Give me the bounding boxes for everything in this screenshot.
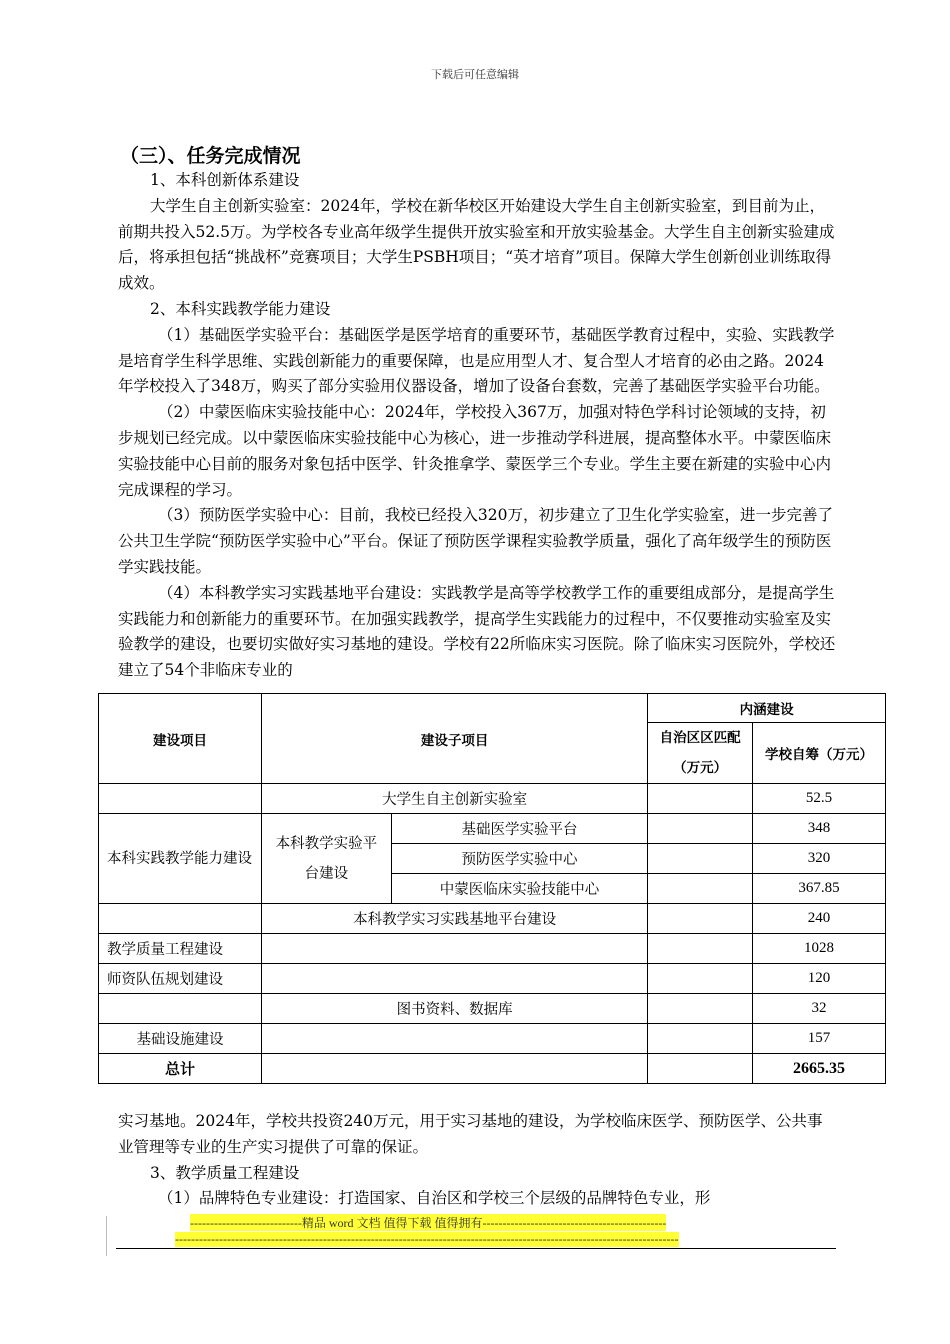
- table-cell-value: 1028: [753, 934, 886, 964]
- table-cell-value: 52.5: [753, 784, 886, 814]
- paragraph: 1、本科创新体系建设: [150, 171, 300, 189]
- header-school-funding: 学校自筹（万元）: [753, 723, 886, 784]
- table-cell-empty: [648, 964, 753, 994]
- header-project: 建设项目: [99, 694, 262, 784]
- table-cell-project: 本科实践教学能力建设: [99, 814, 262, 904]
- paragraph: 实习基地。2024年，学校共投资240万元，用于实习基地的建设，为学校临床医学、预防医学、公共事业管理等专业的生产实习提供了可靠的保证。: [118, 1112, 823, 1156]
- table-cell-sub: 图书资料、数据库: [262, 994, 648, 1024]
- table-cell-value: 120: [753, 964, 886, 994]
- table-cell-empty: [262, 1054, 648, 1084]
- table-cell-empty: [648, 874, 753, 904]
- table-cell-sub: 大学生自主创新实验室: [262, 784, 648, 814]
- footer-dashes: ------------------------------------------------------------------------------------------------------------------------------: [175, 1232, 679, 1246]
- table-cell-empty: [262, 964, 648, 994]
- table-cell-sub: 预防医学实验中心: [391, 844, 647, 874]
- table-cell-empty: [648, 814, 753, 844]
- table-cell-sub: 中蒙医临床实验技能中心: [391, 874, 647, 904]
- table-cell-project: 教学质量工程建设: [99, 934, 262, 964]
- table-cell-project: 基础设施建设: [99, 1024, 262, 1054]
- body-text-top: [118, 168, 838, 684]
- table-cell-group: 本科教学实验平台建设: [262, 814, 392, 904]
- table-cell-empty: [99, 994, 262, 1024]
- paragraph: 3、教学质量工程建设: [150, 1163, 300, 1182]
- table-cell-empty: [648, 904, 753, 934]
- table-total-value: 2665.35: [753, 1054, 886, 1084]
- budget-table: [98, 693, 886, 1084]
- paragraph: （1）基础医学实验平台：基础医学是医学培育的重要环节，基础医学教育过程中，实验、实践教学是培育学生科学思维、实践创新能力的重要保障，也是应用型人才、复合型人才培育的必由之路。2024年学校投入了348万，购买了部分实验用仪器设备，增加了设备台套数，完善了基础医学实验平台功能。: [118, 325, 835, 396]
- table-cell-empty: [99, 904, 262, 934]
- table-cell-empty: [648, 784, 753, 814]
- table-cell-empty: [648, 844, 753, 874]
- paragraph: （3）预防医学实验中心：目前，我校已经投入320万，初步建立了卫生化学实验室，进一步完善了公共卫生学院“预防医学实验中心”平台。保证了预防医学课程实验教学质量，强化了高年级学生的预防医学实践技能。: [118, 506, 833, 576]
- table-cell-value: 320: [753, 844, 886, 874]
- table-cell-value: 157: [753, 1024, 886, 1054]
- table-cell-empty: [262, 1024, 648, 1054]
- footer-banner: ----------------------------精品 word 文档 值得下载 值得拥有----------------------------------------------: [190, 1216, 667, 1230]
- paragraph: （1）品牌特色专业建设：打造国家、自治区和学校三个层级的品牌特色专业，形: [158, 1189, 711, 1208]
- table-cell-empty: [648, 994, 753, 1024]
- table-total-label: 总计: [99, 1054, 262, 1084]
- header-region-funding: 自治区区匹配（万元）: [648, 723, 753, 784]
- table-cell-value: 367.85: [753, 874, 886, 904]
- table-cell-value: 240: [753, 904, 886, 934]
- table-cell-empty: [648, 1054, 753, 1084]
- body-text-bottom: [118, 1109, 838, 1212]
- paragraph: （4）本科教学实习实践基地平台建设：实践教学是高等学校教学工作的重要组成部分，是提高学生实践能力和创新能力的重要环节。在加强实践教学，提高学生实践能力的过程中，不仅要推动实验室及实验教学的建设，也要切实做好实习基地的建设。学校有22所临床实习医院。除了临床实习医院外，学校还建立了54个非临床专业的: [118, 583, 836, 680]
- table-cell-value: 32: [753, 994, 886, 1024]
- page-header: 下载后可任意编辑: [431, 68, 519, 81]
- header-connotation: 内涵建设: [648, 694, 886, 723]
- table-cell-project: 师资队伍规划建设: [99, 964, 262, 994]
- section-title: （三）、任务完成情况: [120, 145, 301, 167]
- table-cell-value: 348: [753, 814, 886, 844]
- paragraph: 2、本科实践教学能力建设: [150, 299, 331, 318]
- table-cell-sub: 本科教学实习实践基地平台建设: [262, 904, 648, 934]
- table-cell-sub: 基础医学实验平台: [391, 814, 647, 844]
- table-cell-empty: [99, 784, 262, 814]
- table-cell-empty: [262, 934, 648, 964]
- footer-rule: [116, 1248, 836, 1249]
- table-cell-empty: [648, 934, 753, 964]
- header-sub-project: 建设子项目: [262, 694, 648, 784]
- margin-line: [106, 1216, 107, 1256]
- paragraph: （2）中蒙医临床实验技能中心：2024年，学校投入367万，加强对特色学科讨论领域的支持，初步规划已经完成。以中蒙医临床实验技能中心为核心，进一步推动学科进展，提高整体水平。中蒙医临床实验技能中心目前的服务对象包括中医学、针灸推拿学、蒙医学三个专业。学生主要在新建的实验中心内完成课程的学习。: [118, 403, 832, 499]
- paragraph: 大学生自主创新实验室：2024年，学校在新华校区开始建设大学生自主创新实验室，到目前为止，前期共投入52.5万。为学校各专业高年级学生提供开放实验室和开放实验基金。大学生自主创新实验建成后，将承担包括“挑战杯”竞赛项目；大学生PSBH项目；“英才培育”项目。保障大学生创新创业训练取得成效。: [118, 196, 835, 293]
- table-cell-empty: [648, 1024, 753, 1054]
